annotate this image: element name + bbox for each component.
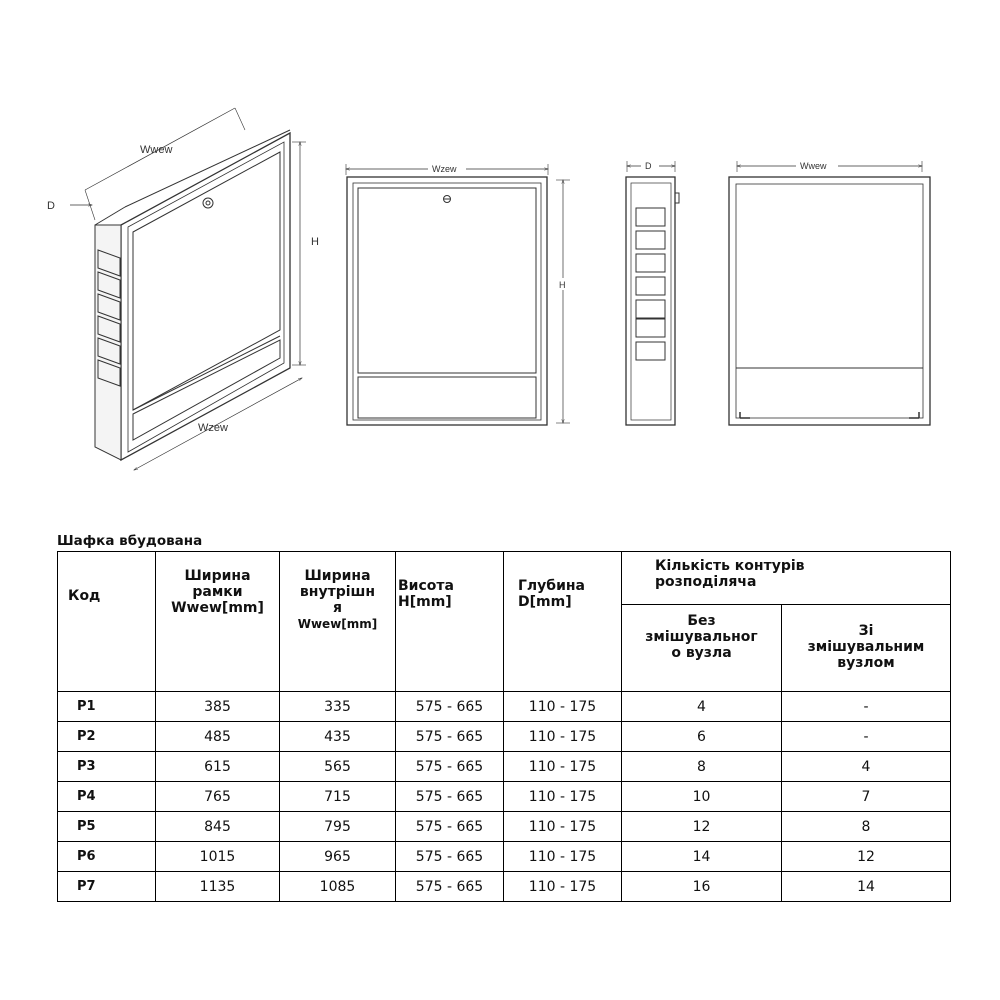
cell-with-mixing: - xyxy=(782,692,951,722)
front-label-frame: Wzew xyxy=(432,164,457,174)
table-caption: Шафка вбудована xyxy=(57,533,203,549)
cell-inner-width: 335 xyxy=(280,692,396,722)
iso-label-height: H xyxy=(311,236,319,248)
cell-frame-width: 615 xyxy=(156,752,280,782)
table-row xyxy=(58,782,951,812)
table-row xyxy=(58,722,951,752)
cell-without-mixing: 16 xyxy=(622,872,782,902)
cell-height: 575 - 665 xyxy=(396,872,504,902)
cell-code: P4 xyxy=(58,782,156,812)
header-height: Висота H[mm] xyxy=(396,552,504,692)
cell-depth: 110 - 175 xyxy=(504,722,622,752)
cell-height: 575 - 665 xyxy=(396,752,504,782)
cell-height: 575 - 665 xyxy=(396,782,504,812)
front-label-height: H xyxy=(559,280,566,290)
cell-inner-width: 715 xyxy=(280,782,396,812)
cell-depth: 110 - 175 xyxy=(504,812,622,842)
cell-code: P6 xyxy=(58,842,156,872)
cell-without-mixing: 12 xyxy=(622,812,782,842)
side-label-depth: D xyxy=(645,161,652,171)
cell-code: P7 xyxy=(58,872,156,902)
cell-frame-width: 385 xyxy=(156,692,280,722)
cell-inner-width: 965 xyxy=(280,842,396,872)
cell-depth: 110 - 175 xyxy=(504,692,622,722)
back-view xyxy=(729,161,930,425)
cell-with-mixing: 12 xyxy=(782,842,951,872)
cell-code: P2 xyxy=(58,722,156,752)
header-code: Код xyxy=(58,552,156,692)
cell-without-mixing: 8 xyxy=(622,752,782,782)
table-row xyxy=(58,872,951,902)
cell-frame-width: 1015 xyxy=(156,842,280,872)
cell-depth: 110 - 175 xyxy=(504,872,622,902)
header-circuits-group: Кількість контурів розподіляча xyxy=(622,552,951,605)
table-row xyxy=(58,752,951,782)
cell-frame-width: 485 xyxy=(156,722,280,752)
cell-code: P5 xyxy=(58,812,156,842)
cell-frame-width: 1135 xyxy=(156,872,280,902)
cell-inner-width: 1085 xyxy=(280,872,396,902)
cell-with-mixing: - xyxy=(782,722,951,752)
cell-height: 575 - 665 xyxy=(396,842,504,872)
cell-inner-width: 795 xyxy=(280,812,396,842)
isometric-view xyxy=(70,108,306,470)
cabinet-spec-table xyxy=(57,551,951,902)
cell-depth: 110 - 175 xyxy=(504,782,622,812)
cell-inner-width: 565 xyxy=(280,752,396,782)
cell-height: 575 - 665 xyxy=(396,692,504,722)
cell-frame-width: 845 xyxy=(156,812,280,842)
header-with-mixing: Зі змішувальним вузлом xyxy=(782,605,951,692)
header-without-mixing: Без змішувальног о вузла xyxy=(622,605,782,692)
iso-label-depth: D xyxy=(47,200,55,212)
back-label-width: Wwew xyxy=(800,161,827,171)
cell-height: 575 - 665 xyxy=(396,722,504,752)
cell-with-mixing: 14 xyxy=(782,872,951,902)
cell-without-mixing: 14 xyxy=(622,842,782,872)
cell-without-mixing: 10 xyxy=(622,782,782,812)
cell-with-mixing: 4 xyxy=(782,752,951,782)
cell-with-mixing: 7 xyxy=(782,782,951,812)
table-row xyxy=(58,692,951,722)
table-row xyxy=(58,842,951,872)
cell-without-mixing: 6 xyxy=(622,722,782,752)
header-inner-width: Ширина внутрішн я Wwew[mm] xyxy=(280,552,396,692)
iso-label-width: Wwew xyxy=(140,144,173,156)
cell-with-mixing: 8 xyxy=(782,812,951,842)
iso-label-frame: Wzew xyxy=(198,422,228,434)
cell-code: P3 xyxy=(58,752,156,782)
header-depth: Глубина D[mm] xyxy=(504,552,622,692)
table-row xyxy=(58,812,951,842)
cell-depth: 110 - 175 xyxy=(504,752,622,782)
cell-inner-width: 435 xyxy=(280,722,396,752)
cell-frame-width: 765 xyxy=(156,782,280,812)
cell-without-mixing: 4 xyxy=(622,692,782,722)
side-view xyxy=(626,161,679,425)
cell-code: P1 xyxy=(58,692,156,722)
cell-depth: 110 - 175 xyxy=(504,842,622,872)
front-view xyxy=(346,164,570,425)
header-frame-width: Ширина рамки Wwew[mm] xyxy=(156,552,280,692)
cell-height: 575 - 665 xyxy=(396,812,504,842)
